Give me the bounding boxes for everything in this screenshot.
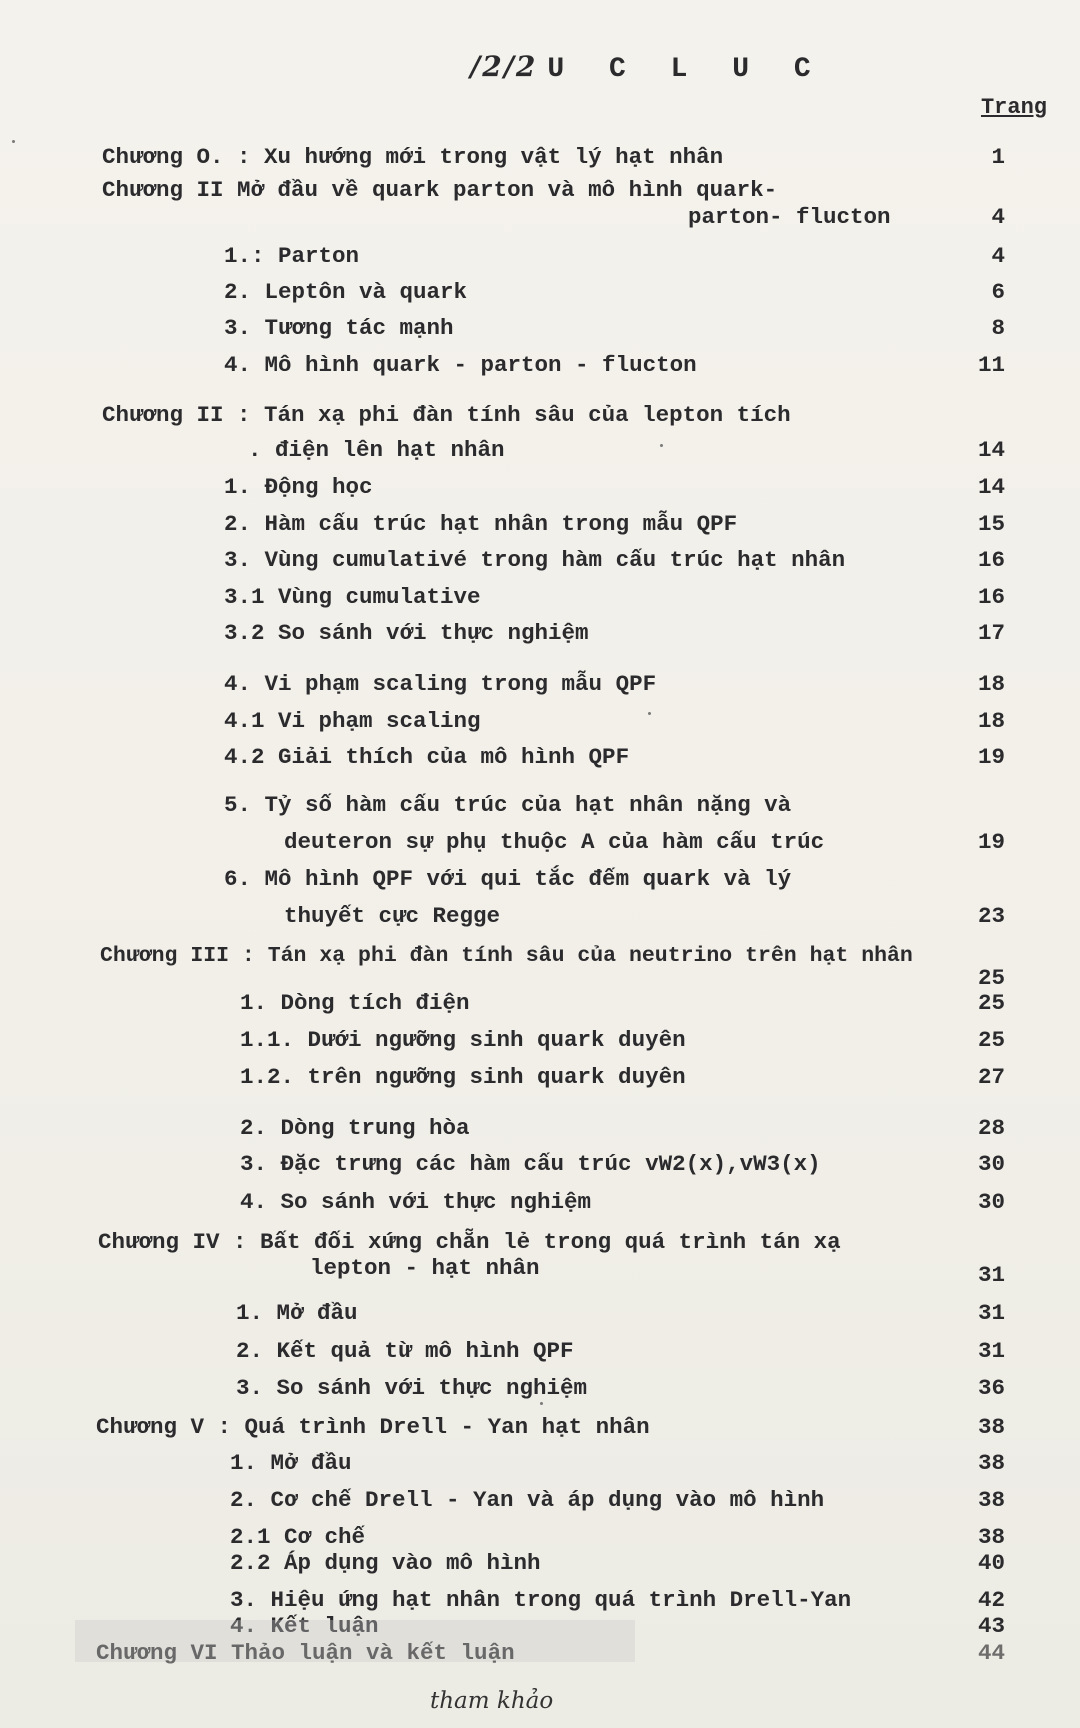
toc-page: 18 (977, 708, 1005, 734)
toc-row (0, 1110, 1080, 1146)
toc-label: 2. Kết quả từ mô hình QPF (236, 1338, 574, 1364)
toc-row (0, 199, 1080, 235)
toc-page: 38 (977, 1414, 1005, 1440)
toc-page: 44 (977, 1640, 1005, 1666)
toc-label: 3. So sánh với thực nghiệm (236, 1375, 588, 1401)
toc-page: 38 (977, 1487, 1005, 1513)
toc-page: 31 (977, 1300, 1005, 1326)
toc-label: Chương II Mở đầu về quark parton và mô hình quark- (102, 177, 778, 203)
toc-page: 23 (977, 903, 1005, 929)
toc-label: parton- flucton (688, 204, 891, 230)
toc-row (0, 579, 1080, 615)
toc-label: 6. Mô hình QPF với qui tắc đếm quark và lý (224, 866, 792, 892)
toc-page: 16 (977, 584, 1005, 610)
toc-row (0, 739, 1080, 775)
toc-label: Chương III : Tán xạ phi đàn tính sâu của neutrino trên hạt nhân (100, 944, 913, 968)
toc-page: 19 (977, 829, 1005, 855)
toc-label: 3. Đặc trưng các hàm cấu trúc vW2(x),vW3(x) (240, 1151, 821, 1177)
toc-label: 2.2 Áp dụng vào mô hình (230, 1550, 541, 1576)
toc-page: 4 (991, 204, 1005, 230)
toc-row (0, 1146, 1080, 1182)
handwritten-note: tham khảo (430, 1688, 554, 1714)
toc-label: thuyết cực Regge (284, 903, 501, 929)
toc-page: 36 (977, 1375, 1005, 1401)
toc-row (0, 615, 1080, 651)
toc-row (0, 666, 1080, 702)
toc-row (0, 703, 1080, 739)
toc-page: 25 (977, 990, 1005, 1016)
toc-page: 6 (991, 279, 1005, 305)
toc-row (0, 1295, 1080, 1331)
toc-label: 1.: Parton (224, 243, 360, 269)
toc-label: 1. Mở đầu (236, 1300, 358, 1326)
toc-row (0, 506, 1080, 542)
toc-page: 40 (977, 1550, 1005, 1576)
toc-label: 4. Kết luận (230, 1613, 379, 1639)
toc-label: Chương II : Tán xạ phi đàn tính sâu của lepton tích (102, 402, 791, 428)
toc-label: 3.1 Vùng cumulative (224, 584, 481, 610)
toc-label: 3. Tương tác mạnh (224, 315, 454, 341)
toc-row (0, 238, 1080, 274)
paper-speck (660, 444, 663, 447)
toc-label: . điện lên hạt nhân (248, 437, 505, 463)
toc-page: 28 (977, 1115, 1005, 1141)
toc-row (0, 432, 1080, 468)
toc-page: 42 (977, 1587, 1005, 1613)
toc-row (0, 1370, 1080, 1406)
toc-page: 31 (977, 1338, 1005, 1364)
toc-page: 38 (977, 1450, 1005, 1476)
toc-page: 18 (977, 671, 1005, 697)
toc-label: Chương VI Thảo luận và kết luận (96, 1640, 515, 1666)
toc-label: 1. Động học (224, 474, 373, 500)
toc-page: 38 (977, 1524, 1005, 1550)
toc-page: 8 (991, 315, 1005, 341)
page-column-header: Trang (980, 95, 1047, 120)
toc-page: 17 (977, 620, 1005, 646)
toc-label: 1.2. trên ngưỡng sinh quark duyên (240, 1064, 686, 1090)
toc-label: 4.2 Giải thích của mô hình QPF (224, 744, 630, 770)
toc-label: 4. So sánh với thực nghiệm (240, 1189, 592, 1215)
toc-row (0, 469, 1080, 505)
toc-page: 43 (977, 1613, 1005, 1639)
toc-row (0, 1184, 1080, 1220)
paper-speck (12, 140, 15, 143)
toc-page: 27 (977, 1064, 1005, 1090)
toc-row (0, 139, 1080, 175)
toc-page: 31 (977, 1262, 1005, 1288)
toc-page: 30 (977, 1189, 1005, 1215)
toc-label: lepton - hạt nhân (310, 1255, 540, 1281)
toc-row (0, 938, 1080, 991)
toc-label: 4. Vi phạm scaling trong mẫu QPF (224, 671, 657, 697)
title-mark: /2/2 (470, 50, 538, 83)
toc-row (0, 1333, 1080, 1369)
paper-speck (648, 712, 651, 715)
title-text: U C L U C (547, 54, 825, 85)
toc-row (0, 310, 1080, 346)
toc-label: 1.1. Dưới ngưỡng sinh quark duyên (240, 1027, 686, 1053)
toc-page: 16 (977, 547, 1005, 573)
toc-page: 11 (977, 352, 1005, 378)
toc-label: 2. Hàm cấu trúc hạt nhân trong mẫu QPF (224, 511, 738, 537)
toc-row (0, 985, 1080, 1021)
toc-page: 1 (991, 144, 1005, 170)
toc-page: 30 (977, 1151, 1005, 1177)
toc-page: 14 (977, 437, 1005, 463)
toc-label: Chương O. : Xu hướng mới trong vật lý hạt nhân (102, 144, 724, 170)
toc-page: 25 (977, 965, 1005, 991)
toc-row (0, 1409, 1080, 1445)
toc-label: 4.1 Vi phạm scaling (224, 708, 481, 734)
toc-row (0, 1445, 1080, 1481)
toc-row (0, 1059, 1080, 1095)
paper-speck (540, 1402, 543, 1405)
toc-page: 25 (977, 1027, 1005, 1053)
toc-label: 3. Vùng cumulativé trong hàm cấu trúc hạt nhân (224, 547, 846, 573)
toc-label: 2. Leptôn và quark (224, 279, 468, 305)
toc-row (0, 1545, 1080, 1581)
toc-row (0, 898, 1080, 934)
toc-row (0, 542, 1080, 578)
toc-label: 1. Mở đầu (230, 1450, 352, 1476)
toc-label: 2. Dòng trung hòa (240, 1115, 470, 1141)
toc-row (0, 1250, 1080, 1286)
toc-label: 3. Hiệu ứng hạt nhân trong quá trình Drell-Yan (230, 1587, 852, 1613)
toc-row (0, 824, 1080, 860)
toc-row (0, 1022, 1080, 1058)
toc-label: 4. Mô hình quark - parton - flucton (224, 352, 697, 378)
toc-label: Chương IV : Bất đối xứng chẵn lẻ trong quá trình tán xạ (98, 1229, 841, 1255)
toc-label: 1. Dòng tích điện (240, 990, 470, 1016)
toc-row (0, 347, 1080, 383)
toc-row (0, 861, 1080, 897)
toc-page: 4 (991, 243, 1005, 269)
toc-label: Chương V : Quá trình Drell - Yan hạt nhân (96, 1414, 650, 1440)
toc-row (0, 1482, 1080, 1518)
toc-label: 2.1 Cơ chế (230, 1524, 366, 1550)
toc-row (0, 787, 1080, 823)
toc-page: 19 (977, 744, 1005, 770)
toc-label: 5. Tỷ số hàm cấu trúc của hạt nhân nặng và (224, 792, 792, 818)
toc-page: 15 (977, 511, 1005, 537)
toc-row (0, 397, 1080, 433)
toc-label: deuteron sự phụ thuộc A của hàm cấu trúc (284, 829, 825, 855)
toc-row (0, 274, 1080, 310)
toc-page: 14 (977, 474, 1005, 500)
toc-row (0, 1635, 1080, 1671)
toc-label: 2. Cơ chế Drell - Yan và áp dụng vào mô hình (230, 1487, 825, 1513)
toc-label: 3.2 So sánh với thực nghiệm (224, 620, 589, 646)
